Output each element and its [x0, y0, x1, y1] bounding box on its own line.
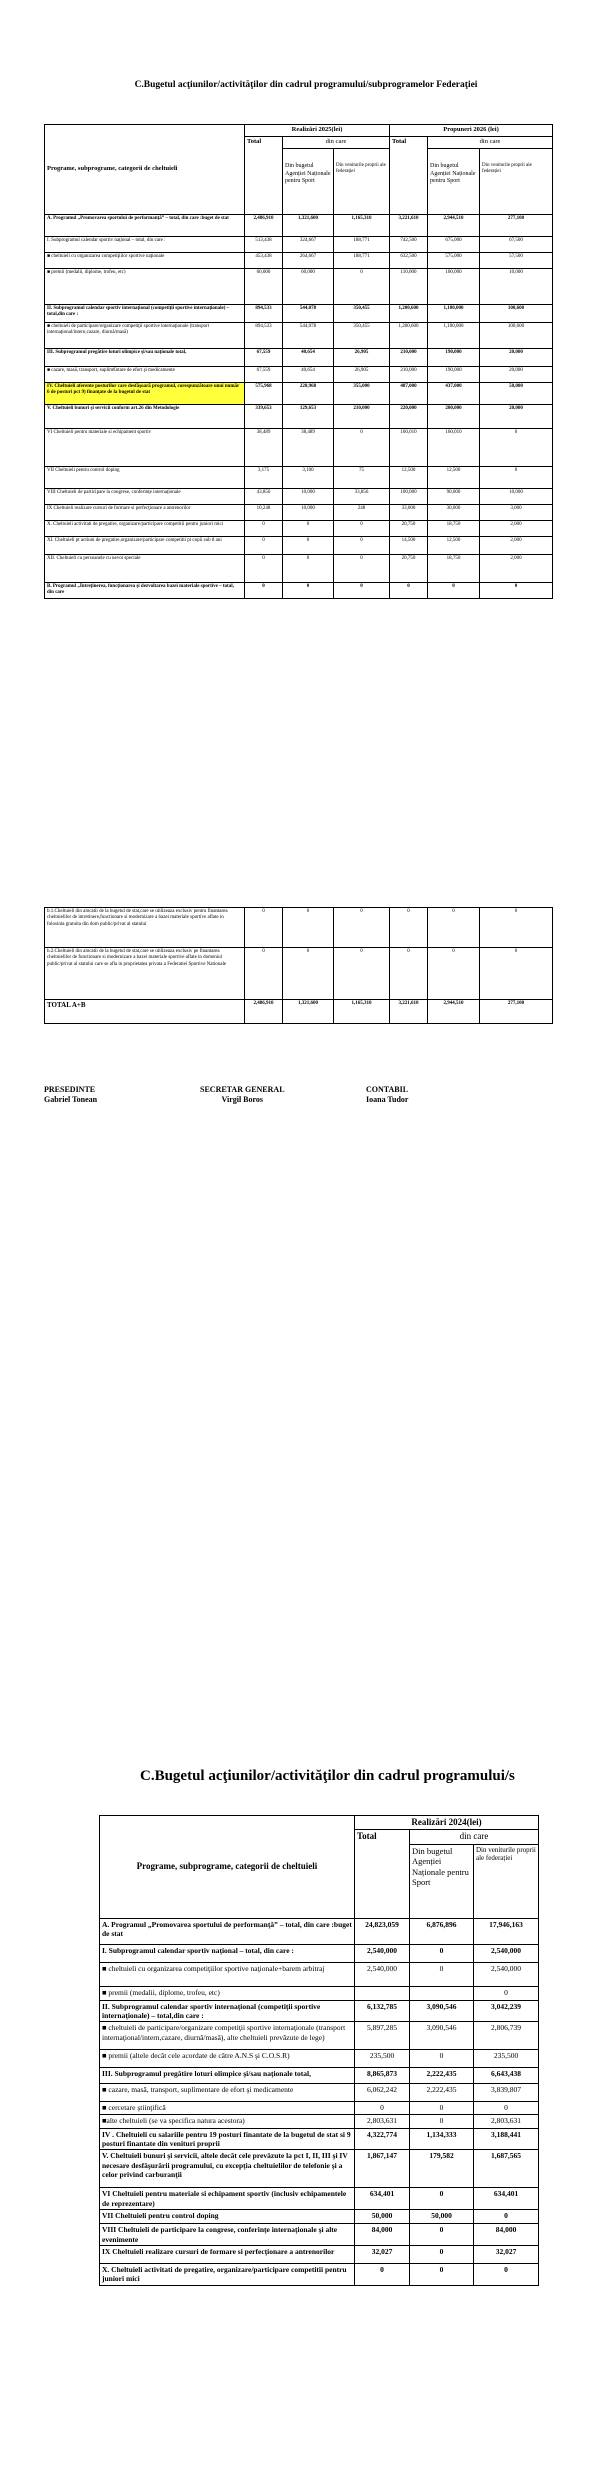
table-row	[45, 269, 553, 305]
row-value: 50,000	[480, 383, 553, 405]
row-value: 8,865,873	[355, 2068, 410, 2084]
table-row	[100, 2128, 539, 2150]
row-label: VII Cheltuieli pentru control doping	[100, 2210, 355, 2224]
row-value: 0	[480, 583, 553, 599]
row-value: 0	[245, 948, 283, 1000]
row-value: 0	[283, 948, 334, 1000]
din-buget-header: Din bugetul Agenției Naționale pentru Sport	[428, 149, 480, 215]
row-label: VI Cheltuieli pentru materiale si echipament sportiv (inclusiv echipamentele de reprezentare)	[100, 2188, 355, 2210]
total-header: Total	[355, 1830, 410, 1918]
table-row	[100, 2084, 539, 2102]
row-value: 0	[334, 269, 390, 305]
row-value: 0	[334, 537, 390, 555]
row-label: ■ cheltuieli de participare/organizare competiţii sportive internaţionale (transport internaţional/intern,cazare, diurnă/masă), alte cheltuieli prevăzute de lege)	[100, 2022, 355, 2050]
page2-title: C.Bugetul acţiunilor/activităţilor din cadrul programului/s	[140, 1768, 515, 1784]
table-row	[45, 583, 553, 599]
table-row	[45, 521, 553, 537]
row-value: 10,000	[480, 269, 553, 305]
row-value: 3,839,807	[474, 2084, 539, 2102]
row-value: 634,401	[355, 2188, 410, 2210]
row-value: 1,100,000	[428, 305, 480, 323]
row-label: ■ cazare, masă, transport, suplimentare de efort şi medicamente	[100, 2084, 355, 2102]
row-value: 38,489	[245, 429, 283, 467]
table-row	[45, 367, 553, 383]
row-label: II. Subprogramul calendar sportiv internaţional (competiţii sportive internaţionale) – total,din care :	[100, 2000, 355, 2022]
row-value: 33,000	[390, 505, 428, 521]
row-value: 0	[480, 429, 553, 467]
row-value: 3,221,610	[390, 215, 428, 237]
row-label: III. Subprogramul pregătire loturi olimpice şi/sau naţionale total,	[45, 349, 245, 367]
table-row	[45, 237, 553, 253]
row-label: IV. Cheltuieli aferente posturilor care desfăşoară programul, corespunzătoare unui număr 6 de posturi pct 9) finanţate de la bugetul de stat	[45, 383, 245, 405]
row-value: 10,000	[283, 505, 334, 521]
row-label: VIII Cheltuieli de participare la congrese, conferinţe internaţionale	[45, 489, 245, 505]
row-value: 0	[334, 948, 390, 1000]
row-value: 0	[334, 429, 390, 467]
row-value: 742,500	[390, 237, 428, 253]
row-value: 2,486,910	[245, 215, 283, 237]
row-value: 0	[245, 537, 283, 555]
row-value: 575,968	[245, 383, 283, 405]
total-header: Total	[245, 137, 283, 215]
din-care-header: din care	[428, 137, 553, 149]
row-value: 0	[390, 948, 428, 1000]
program-column-header: Programe, subprograme, categorii de cheltuieli	[100, 1816, 355, 1919]
row-value: 100,000	[390, 489, 428, 505]
row-value: 0	[410, 2245, 474, 2263]
row-value: 0	[283, 521, 334, 537]
row-value: 210,000	[390, 367, 428, 383]
row-value: 4,322,774	[355, 2128, 410, 2150]
budget-table-2025-2026-b	[44, 907, 553, 1024]
din-buget-header: Din bugetul Agenției Naționale pentru Sport	[283, 149, 334, 215]
table-row	[100, 2150, 539, 2188]
row-value: 110,000	[390, 269, 428, 305]
row-value: 1,100,000	[428, 323, 480, 349]
row-value: 0	[283, 583, 334, 599]
row-value: 355,000	[334, 383, 390, 405]
signature-contabil	[366, 1085, 408, 1106]
table-row	[45, 908, 553, 948]
row-label: X. Cheltuieli activitati de pregatire, organizare/participare competitii pentru juniori mici	[100, 2263, 355, 2285]
row-value: 188,771	[334, 237, 390, 253]
row-value: 12,500	[428, 537, 480, 555]
row-label: ■ cheltuieli cu organizarea competiţiilor sportive naţionale	[45, 253, 245, 269]
row-value: 0	[245, 583, 283, 599]
row-value: 894,533	[245, 305, 283, 323]
row-value: 3,100	[283, 467, 334, 489]
table-row	[100, 2263, 539, 2285]
row-value: 2,803,631	[474, 2114, 539, 2128]
row-value: 277,100	[480, 215, 553, 237]
row-value: 6,876,896	[410, 1918, 474, 1944]
row-value: 632,500	[390, 253, 428, 269]
row-value: 60,000	[283, 269, 334, 305]
row-value: 453,438	[245, 253, 283, 269]
row-value: 2,803,631	[355, 2114, 410, 2128]
row-value: 0	[245, 521, 283, 537]
row-value: 50,000	[355, 2210, 410, 2224]
row-value: 0	[480, 908, 553, 948]
row-label: I. Subprogramul calendar sportiv naţional – total, din care :	[100, 1944, 355, 1962]
row-label: XII. Cheltuieli cu persoanele cu nevoi speciale	[45, 555, 245, 583]
row-value: 1,200,600	[390, 305, 428, 323]
row-value: 60,000	[245, 269, 283, 305]
row-value: 1,165,310	[334, 1000, 390, 1024]
row-label: ■ cheltuieli de participare/organizare competiţii sportive internaţionale (transport internaţional/intern,cazare, diurnă/masă)	[45, 323, 245, 349]
row-value: 0	[355, 2102, 410, 2114]
row-value: 235,500	[474, 2050, 539, 2068]
row-label: A. Programul „Promovarea sportului de performanţă” – total, din care :buget de stat	[100, 1918, 355, 1944]
table-row	[45, 323, 553, 349]
row-value: 2,000	[480, 555, 553, 583]
row-value: 2,540,000	[355, 1944, 410, 1962]
row-value: 1,134,333	[410, 2128, 474, 2150]
row-value: 190,000	[428, 349, 480, 367]
row-value: 40,654	[283, 367, 334, 383]
row-value: 0	[480, 467, 553, 489]
row-label: ■ cheltuieli cu organizarea competiţiilor sportive naţionale+barem arbitraj	[100, 1962, 355, 1986]
row-label: ■ premii (medalii, diplome, trofeu, etc)	[100, 1986, 355, 2000]
row-value: 20,000	[480, 349, 553, 367]
table-row	[100, 1986, 539, 2000]
row-value: 100,600	[480, 305, 553, 323]
table-row	[45, 1000, 553, 1024]
row-value: 32,027	[355, 2245, 410, 2263]
row-value: 0	[334, 521, 390, 537]
row-label: I. Subprogramul calendar sportiv naţional – total, din care :	[45, 237, 245, 253]
row-value: 235,500	[355, 2050, 410, 2068]
row-value: 190,000	[428, 367, 480, 383]
row-label: III. Subprogramul pregătire loturi olimpice şi/sau naţionale total,	[100, 2068, 355, 2084]
row-value: 1,321,600	[283, 215, 334, 237]
row-value: 0	[245, 908, 283, 948]
row-value: 100,600	[480, 323, 553, 349]
row-value: 2,806,739	[474, 2022, 539, 2050]
row-value: 0	[410, 2188, 474, 2210]
row-value: 0	[474, 2102, 539, 2114]
row-value: 10,248	[245, 505, 283, 521]
signature-presedinte	[44, 1085, 97, 1106]
row-value: 67,500	[480, 237, 553, 253]
row-value: 20,750	[390, 521, 428, 537]
table-row	[100, 2022, 539, 2050]
realizari-header: Realizări 2025(lei)	[245, 125, 390, 137]
signature-name: Ioana Tudor	[366, 1095, 409, 1105]
row-label: B. Programul „Întreţinerea, funcţionarea şi dezvoltarea bazei materiale sportive – total, din care	[45, 583, 245, 599]
row-value: 0	[410, 1944, 474, 1962]
row-value: 50,000	[410, 2210, 474, 2224]
row-value: 2,944,510	[428, 1000, 480, 1024]
row-value: 0	[410, 2224, 474, 2246]
realizari-header: Realizări 2024(lei)	[355, 1816, 539, 1830]
row-label: V. Cheltuieli bunuri şi servicii, altele decât cele prevăzute la pct I, II, III şi IV necesare desfăşurării programului, cu excepţia cheltuielilor de telefonie şi a celor privind carburanţii	[100, 2150, 355, 2188]
din-venituri-header: Din veniturile proprii ale federației	[480, 149, 553, 215]
row-value: 2,222,435	[410, 2068, 474, 2084]
row-value: 18,750	[428, 521, 480, 537]
row-value: 67,559	[245, 349, 283, 367]
row-value: 30,000	[428, 505, 480, 521]
row-value: 1,687,565	[474, 2150, 539, 2188]
row-value: 3,042,239	[474, 2000, 539, 2022]
table-row	[100, 2000, 539, 2022]
row-value: 3,221,610	[390, 1000, 428, 1024]
row-value: 40,654	[283, 349, 334, 367]
row-value: 6,132,785	[355, 2000, 410, 2022]
row-value: 0	[410, 2050, 474, 2068]
row-value: 277,100	[480, 1000, 553, 1024]
row-label: TOTAL A+B	[45, 1000, 245, 1024]
row-value: 2,486,910	[245, 1000, 283, 1024]
row-value: 3,188,441	[474, 2128, 539, 2150]
row-value: 544,078	[283, 323, 334, 349]
row-value: 1,200,600	[390, 323, 428, 349]
row-value: 0	[390, 908, 428, 948]
din-care-header: din care	[410, 1830, 539, 1844]
page1-title: C.Bugetul acţiunilor/activităţilor din cadrul programului/subprogramelor Federaţiei	[134, 80, 478, 90]
row-label: VIII Cheltuieli de participare la congrese, conferinţe internaţionale şi alte evenimente	[100, 2224, 355, 2246]
row-value: 179,582	[410, 2150, 474, 2188]
table-row	[100, 2224, 539, 2246]
row-value: 200,000	[428, 405, 480, 429]
row-value: 67,559	[245, 367, 283, 383]
din-buget-header: Din bugetul Agenției Naționale pentru Sport	[410, 1844, 474, 1918]
row-value: 575,000	[428, 253, 480, 269]
row-value: 5,897,285	[355, 2022, 410, 2050]
table-row	[45, 383, 553, 405]
table-row	[45, 537, 553, 555]
row-label: ■ premii (medalii, diplome, trofeu, etc)	[45, 269, 245, 305]
row-value: 544,078	[283, 305, 334, 323]
row-value: 3,175	[245, 467, 283, 489]
row-value: 220,000	[390, 405, 428, 429]
row-value: 0	[355, 2263, 410, 2285]
row-value: 350,455	[334, 305, 390, 323]
row-value: 100,000	[428, 269, 480, 305]
row-value: 339,653	[245, 405, 283, 429]
row-value: 0	[474, 2210, 539, 2224]
row-value: 33,856	[334, 489, 390, 505]
row-label: IV . Cheltuieli cu salariile pentru 19 posturi finantate de la bugetul de stat si 9 posturi finantate din venituri proprii	[100, 2128, 355, 2150]
row-label: IX Cheltuieli realizare cursuri de formare si perfecţionare a antrenorilor	[45, 505, 245, 521]
signature-role: SECRETAR GENERAL	[200, 1085, 285, 1094]
row-value: 634,401	[474, 2188, 539, 2210]
row-value: 26,905	[334, 349, 390, 367]
row-value: 3,000	[480, 505, 553, 521]
table-row	[100, 1918, 539, 1944]
row-value: 10,000	[480, 489, 553, 505]
row-value: 2,000	[480, 521, 553, 537]
row-value: 0	[334, 908, 390, 948]
row-value: 0	[334, 583, 390, 599]
row-value: 2,000	[480, 537, 553, 555]
row-value: 220,968	[283, 383, 334, 405]
row-value: 20,000	[480, 367, 553, 383]
row-value: 0	[410, 2114, 474, 2128]
budget-table-2024	[99, 1815, 539, 2286]
row-value: 32,027	[474, 2245, 539, 2263]
row-value	[410, 1986, 474, 2000]
row-value: 437,000	[428, 383, 480, 405]
table-row	[45, 215, 553, 237]
row-label: X. Cheltuieli activitati de pregatire, organizare/participare competitii pentru juniori mici	[45, 521, 245, 537]
table-row	[45, 948, 553, 1000]
row-value: 75	[334, 467, 390, 489]
row-value: 3,090,546	[410, 2022, 474, 2050]
table-row	[45, 489, 553, 505]
row-value: 0	[474, 2263, 539, 2285]
row-value: 0	[410, 2263, 474, 2285]
signature-secretar	[200, 1085, 285, 1106]
row-value: 26,905	[334, 367, 390, 383]
row-label: ■ cercetare ştiinţifică	[100, 2102, 355, 2114]
row-value: 210,000	[390, 349, 428, 367]
din-venituri-header: Din veniturile proprii ale federației	[334, 149, 390, 215]
table-row	[45, 555, 553, 583]
row-value: 0	[245, 555, 283, 583]
din-venituri-header: Din veniturile proprii ale federației	[474, 1844, 539, 1918]
row-value: 2,222,435	[410, 2084, 474, 2102]
row-value: 0	[428, 583, 480, 599]
row-value: 210,000	[334, 405, 390, 429]
row-label: XI. Cheltuieli pt actiuni de pregatire,organizare/participare competitii pt copii sub 8 ani	[45, 537, 245, 555]
row-value: 6,062,242	[355, 2084, 410, 2102]
row-value: 0	[474, 1986, 539, 2000]
row-value: 248	[334, 505, 390, 521]
table-row	[45, 253, 553, 269]
table-row	[45, 305, 553, 323]
row-value: 1,867,147	[355, 2150, 410, 2188]
row-value: 10,000	[283, 489, 334, 505]
row-value: 12,500	[428, 467, 480, 489]
row-value: 1,321,600	[283, 1000, 334, 1024]
row-label: IX Cheltuieli realizare cursuri de formare si perfecţionare a antrenorilor	[100, 2245, 355, 2263]
row-value: 0	[410, 1962, 474, 1986]
row-value: 57,500	[480, 253, 553, 269]
row-value: 0	[428, 948, 480, 1000]
row-value: 160,010	[428, 429, 480, 467]
table-row	[100, 2245, 539, 2263]
table-row	[45, 467, 553, 489]
row-value: 2,540,000	[474, 1962, 539, 1986]
row-value: 0	[480, 948, 553, 1000]
row-label: II. Subprogramul calendar sportiv internaţional (competiţii sportive internaţionale) – total,din care :	[45, 305, 245, 323]
row-value: 324,667	[283, 237, 334, 253]
table-row	[45, 429, 553, 467]
row-value: 0	[428, 908, 480, 948]
row-value: 675,000	[428, 237, 480, 253]
row-value: 350,455	[334, 323, 390, 349]
row-value: 894,533	[245, 323, 283, 349]
row-value: 160,010	[390, 429, 428, 467]
row-value: 129,653	[283, 405, 334, 429]
din-care-header: din care	[283, 137, 390, 149]
table-row	[45, 349, 553, 367]
row-label: ■ cazare, masă, transport, suplim€ntare de efort şi medicamente	[45, 367, 245, 383]
table-row	[100, 2210, 539, 2224]
row-value: 1,165,310	[334, 215, 390, 237]
row-value: 18,750	[428, 555, 480, 583]
row-value: 2,540,000	[474, 1944, 539, 1962]
row-value: 24,823,059	[355, 1918, 410, 1944]
row-value: 20,750	[390, 555, 428, 583]
row-label: ■alte cheltuieli (se va specifica natura acestora)	[100, 2114, 355, 2128]
row-value: 17,946,163	[474, 1918, 539, 1944]
row-value: 0	[283, 555, 334, 583]
row-value: 264,667	[283, 253, 334, 269]
signature-role: CONTABIL	[366, 1085, 409, 1094]
program-column-header: Programe, subprograme, categorii de cheltuieli	[45, 125, 245, 215]
row-label: b.2.Cheltuieli din alocatii de la bugetul de stat,care se utilizeaza exclusiv pe finantarea cheltuielilor de functionare si modernizare a bazei materiale sportive aflate in domeniul public/privat al statului care se afla in proprietatea privata a Federatiei Sportive Nationale	[45, 948, 245, 1000]
row-label: ■ premii (altele decât cele acordate de către A.N.S şi C.O.S.R)	[100, 2050, 355, 2068]
signature-name: Virgil Boros	[221, 1095, 264, 1105]
table-row	[100, 2050, 539, 2068]
row-value: 6,643,438	[474, 2068, 539, 2084]
total-header: Total	[390, 137, 428, 215]
table-row	[100, 2102, 539, 2114]
row-value: 0	[390, 583, 428, 599]
row-label: VII Cheltuieli pentru control doping	[45, 467, 245, 489]
row-label: V. Cheltuieli bunuri şi servicii conform art.26 din Metodologie	[45, 405, 245, 429]
table-row	[45, 405, 553, 429]
row-value: 20,000	[480, 405, 553, 429]
propuneri-header: Propuneri 2026 (lei)	[390, 125, 553, 137]
row-value: 38,489	[283, 429, 334, 467]
row-value: 12,500	[390, 467, 428, 489]
table-row	[100, 1962, 539, 1986]
row-value: 14,500	[390, 537, 428, 555]
table-row	[100, 1944, 539, 1962]
row-value: 3,090,546	[410, 2000, 474, 2022]
table-row	[100, 2114, 539, 2128]
row-value: 513,438	[245, 237, 283, 253]
row-value: 84,000	[355, 2224, 410, 2246]
row-value: 0	[410, 2102, 474, 2114]
table-row	[45, 505, 553, 521]
row-label: VI Cheltuieli pentru materiale si echipament sportiv	[45, 429, 245, 467]
row-value: 2,540,000	[355, 1962, 410, 1986]
row-value: 0	[283, 908, 334, 948]
row-value	[355, 1986, 410, 2000]
row-value: 0	[283, 537, 334, 555]
signature-role: PRESEDINTE	[44, 1085, 96, 1094]
row-label: A. Programul „Promovarea sportului de performanţă” – total, din care :buget de stat	[45, 215, 245, 237]
budget-table-2025-2026	[44, 124, 553, 599]
table-row	[100, 2068, 539, 2084]
row-value: 188,771	[334, 253, 390, 269]
signature-name: Gabriel Tonean	[44, 1095, 98, 1105]
row-value: 2,944,510	[428, 215, 480, 237]
row-value: 84,000	[474, 2224, 539, 2246]
row-value: 90,000	[428, 489, 480, 505]
row-value: 43,856	[245, 489, 283, 505]
table-row	[100, 2188, 539, 2210]
row-value: 487,000	[390, 383, 428, 405]
row-label: b.1.Cheltuieli din alocatii de la bugetul de stat,care se utilizeaza exclusiv pentru finantarea cheltuielilor de intretinere,functionare si modernizare a bazei materiale sportive aflate in folosinta gratuita din dom public/privat al statului	[45, 908, 245, 948]
row-value: 0	[334, 555, 390, 583]
